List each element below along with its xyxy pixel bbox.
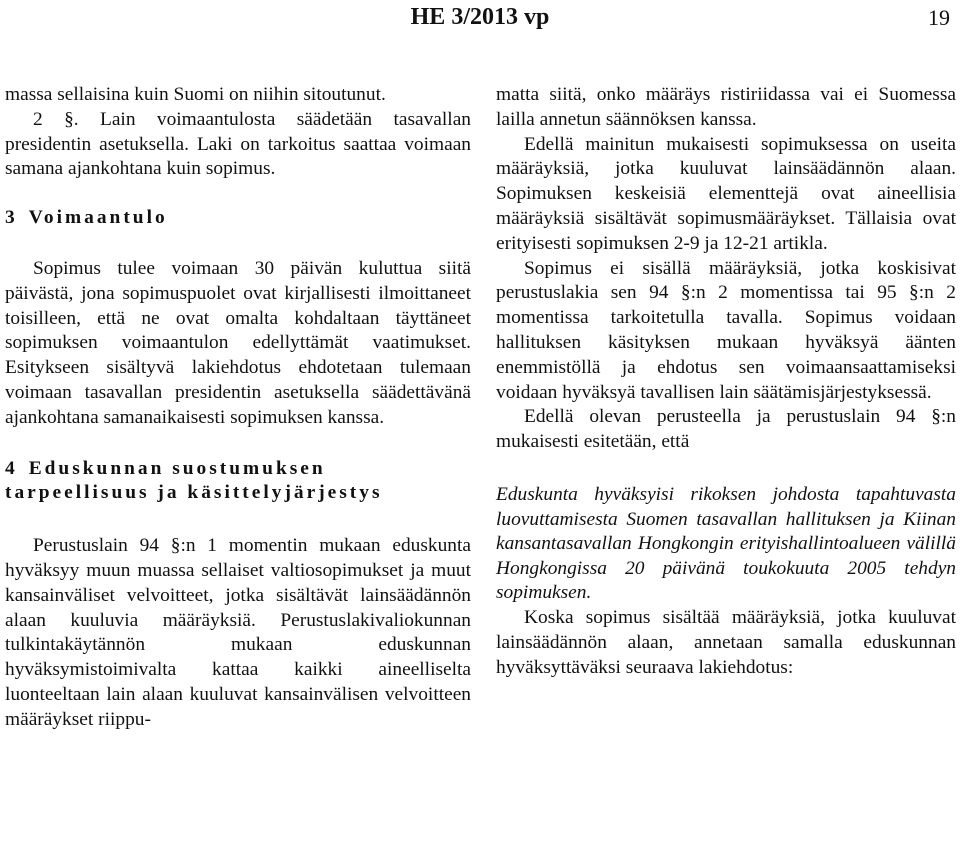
section-number-4: 4 [5,457,15,479]
paragraph-right-3: Sopimus ei sisällä määräyksiä, jotka koskisivat perustuslakia sen 94 §:n 2 momentissa tai 95 §:n 2 momentissa tarkoitetulla tavalla. Sopimus voidaan hallituksen käsityksen mukaan hyväksyä äänten enemmistöllä ja ehdotus sen voimaansaattamiseksi voidaan hyväksyä tavallisen lain säätämisjärjestyksessä. [496,257,956,403]
section-title-4: Eduskunnan suostumuksen tarpeellisuus ja käsittelyjärjestys [5,457,383,504]
paragraph-right-4: Edellä olevan perusteella ja perustuslain 94 §:n mukaisesti esitetään, että [496,406,956,453]
left-column [5,83,471,733]
section-heading-3 [5,206,471,231]
section-number-3: 3 [5,207,15,229]
paragraph-left-2: 2 §. Lain voimaantulosta säädetään tasavallan presidentin asetuksella. Laki on tarkoitus saattaa voimaan samana ajankohtana kuin sopimus. [5,108,471,180]
right-column [496,83,956,680]
paragraph-left-3: Sopimus tulee voimaan 30 päivän kuluttua siitä päivästä, jona sopimuspuolet ovat kirjallisesti ilmoittaneet toisilleen, että ne ovat omalta kohdaltaan täyttäneet sopimuksen voimaantulon edellyttämät vaatimukset. Esitykseen sisältyvä lakiehdotus ehdotetaan tulemaan voimaan tasavallan presidentin asetuksella säädettävänä ajankohtana samanaikaisesti sopimuksen kanssa. [5,257,471,428]
proposal-quote: Eduskunta hyväksyisi rikoksen johdosta tapahtuvasta luovuttamisesta Suomen tasavallan hallituksen ja Kiinan kansantasavallan Hongkongin erityishallintoalueen välillä Hongkongissa 20 päivänä toukokuuta 2005 tehdyn sopimuksen. [496,483,956,604]
section-title-3: Voimaantulo [28,207,168,229]
paragraph-right-1: matta siitä, onko määräys ristiriidassa vai ei Suomessa lailla annetun säännöksen kanssa. [496,84,956,130]
paragraph-right-5: Koska sopimus sisältää määräyksiä, jotka kuuluvat lainsäädännön alaan, annetaan samalla eduskunnan hyväksyttäväksi seuraava lakiehdotus: [496,606,956,678]
document-header-title: HE 3/2013 vp [410,4,550,30]
paragraph-right-2: Edellä mainitun mukaisesti sopimuksessa on useita määräyksiä, jotka kuuluvat lainsäädännön alaan. Sopimuksen keskeisiä elementtejä ovat aineellisia määräyksiä sisältävät sopimusmääräykset. Tällaisia ovat erityisesti sopimuksen 2-9 ja 12-21 artikla. [496,133,956,254]
page-number: 19 [928,5,950,30]
paragraph-left-4: Perustuslain 94 §:n 1 momentin mukaan eduskunta hyväksyy muun muassa sellaiset valtiosopimukset ja muut kansainväliset velvoitteet, jotka sisältävät lainsäädännön alaan kuuluvia määräyksiä. Perustuslakivaliokunnan tulkintakäytännön mukaan eduskunnan hyväksymistoimivalta kattaa kaikki aineelliselta luonteeltaan lain alaan kuuluvat kansainvälisen velvoitteen määräykset riippu- [5,535,471,730]
section-heading-4 [5,457,471,507]
paragraph-left-1: massa sellaisina kuin Suomi on niihin sitoutunut. [5,84,386,105]
